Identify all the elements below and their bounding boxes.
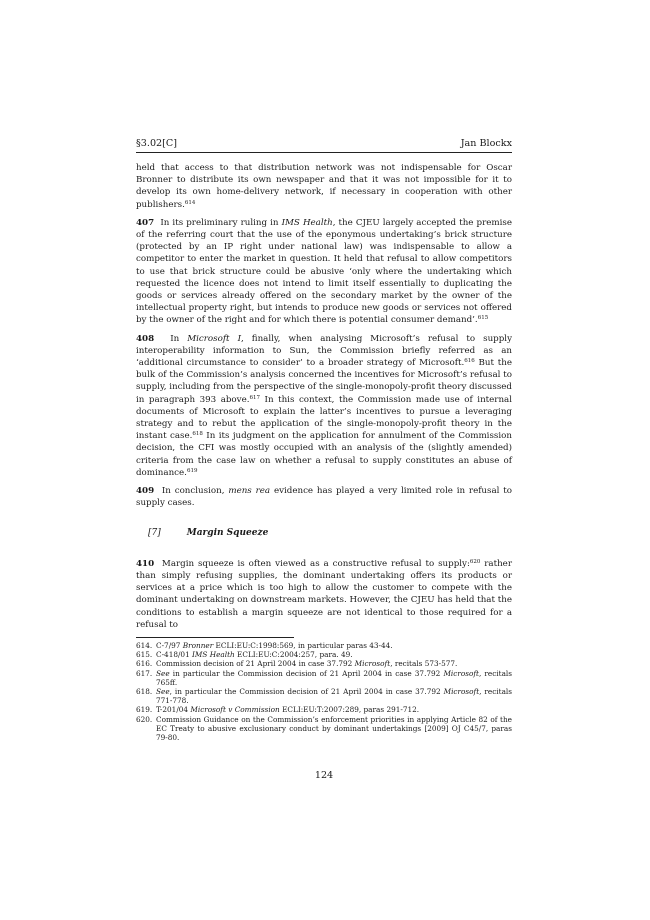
paragraph-number: 410: [136, 558, 155, 569]
header-author: Jan Blockx: [460, 138, 512, 149]
running-header: [136, 138, 512, 153]
footnote-616: 616. Commission decision of 21 April 2004 in case 37.792 Microsoft, recitals 573-577.: [136, 659, 458, 669]
footnote-ref[interactable]: 615: [477, 315, 489, 322]
header-section-ref: §3.02[C]: [136, 138, 177, 149]
paragraph-number: 408: [136, 333, 155, 344]
footnote-619: 619. T-201/04 Microsoft v Commission ECLI:EU:T:2007:289, paras 291-712.: [136, 705, 420, 715]
paragraph-408: 408 In Microsoft I, finally, when analysing Microsoft’s refusal to supply interoperability information to Sun, the Commission briefly referred as an ‘additional circumstance to consider’ to a broader strategy of Microsoft.$^{616}$ But the bulk of the Commission’s analysis concerned the incentives for Microsoft’s refusal to supply, including from the perspective of the single-monopoly-profit theory discussed in paragraph 393 above.$^{617}$ In this context, the Commission made use of internal documents of Microsoft to explain the latter’s incentives to pursue a leveraging strategy and to rebut the application of the single-monopoly-profit theory in the instant case.$^{618}$ In its judgment on the application for annulment of the Commission decision, the CFI was mostly occupied with an analysis of the (slightly amended) criteria from the case law on whether a refusal to supply constitutes an abuse of dominance.$^{619}$: [136, 333, 512, 478]
footnote-ref[interactable]: 614: [184, 199, 196, 206]
page: [136, 138, 513, 781]
footnote-615: 615. C-418/01 IMS Health ECLI:EU:C:2004:257, para. 49.: [136, 650, 353, 660]
body-text: [136, 162, 512, 631]
footnote-617: 617. See in particular the Commission decision of 21 April 2004 in case 37.792 Microsoft, recitals 765ff.: [136, 668, 512, 687]
paragraph-number: 409: [136, 486, 155, 497]
paragraph-409: 409 In conclusion, mens rea evidence has played a very limited role in refusal to supply cases.: [136, 486, 513, 509]
footnote-ref[interactable]: 619: [186, 467, 198, 474]
paragraph-continued: held that access to that distribution network was not indispensable for Oscar Bronner to distribute its own newspaper and that it was not impossible for it to develop its own home-delivery network, if necessary in cooperation with other publishers.$^{614}$: [136, 163, 512, 210]
footnote-ref[interactable]: 617: [249, 394, 260, 401]
footnote-614: 614. C-7/97 Bronner ECLI:EU:C:1998:569, in particular paras 43-44.: [136, 640, 393, 650]
section-heading: [148, 527, 512, 539]
page-number: 124: [314, 770, 334, 781]
footnote-ref[interactable]: 618: [192, 431, 203, 438]
section-number: [7]: [148, 528, 161, 539]
paragraph-410: 410 Margin squeeze is often viewed as a constructive refusal to supply:$^{620}$ rather than simply refusing supplies, the dominant undertaking offers its products or services at a price which is too high to allow the customer to compete with the dominant undertaking on downstream markets. However, the CJEU has held that the conditions to establish a margin squeeze are not identical to those required for a refusal to: [136, 558, 512, 630]
footnote-ref[interactable]: 616: [464, 358, 475, 365]
footnote-ref[interactable]: 620: [469, 558, 481, 565]
footnote-618: 618. See, in particular the Commission decision of 21 April 2004 in case 37.792 Microsoft, recitals 771-778.: [136, 686, 512, 706]
section-title: Margin Squeeze: [186, 528, 269, 539]
footnote-620: 620. Commission Guidance on the Commission’s enforcement priorities in applying Article 82 of the EC Treaty to abusive exclusionary conduct by dominant undertakings [2009] OJ C45/7, paras 79-80.: [136, 714, 512, 742]
paragraph-407: 407 In its preliminary ruling in IMS Health, the CJEU largely accepted the premise of the referring court that the use of the eponymous undertaking’s brick structure (protected by an IP right under national law) was indispensable to allow a competitor to enter the market in question. It held that refusal to allow competitors to use that brick structure could be abusive ‘only where the undertaking which requested the licence does not intend to limit itself essentially to duplicating the goods or services already offered on the secondary market by the owner of the intellectual property right, but intends to produce new goods or services not offered by the owner of the right and for which there is potential consumer demand’.$^{615}$: [136, 217, 512, 326]
paragraph-number: 407: [136, 217, 155, 228]
footnotes: [136, 641, 512, 742]
footnote-divider: [136, 637, 294, 638]
